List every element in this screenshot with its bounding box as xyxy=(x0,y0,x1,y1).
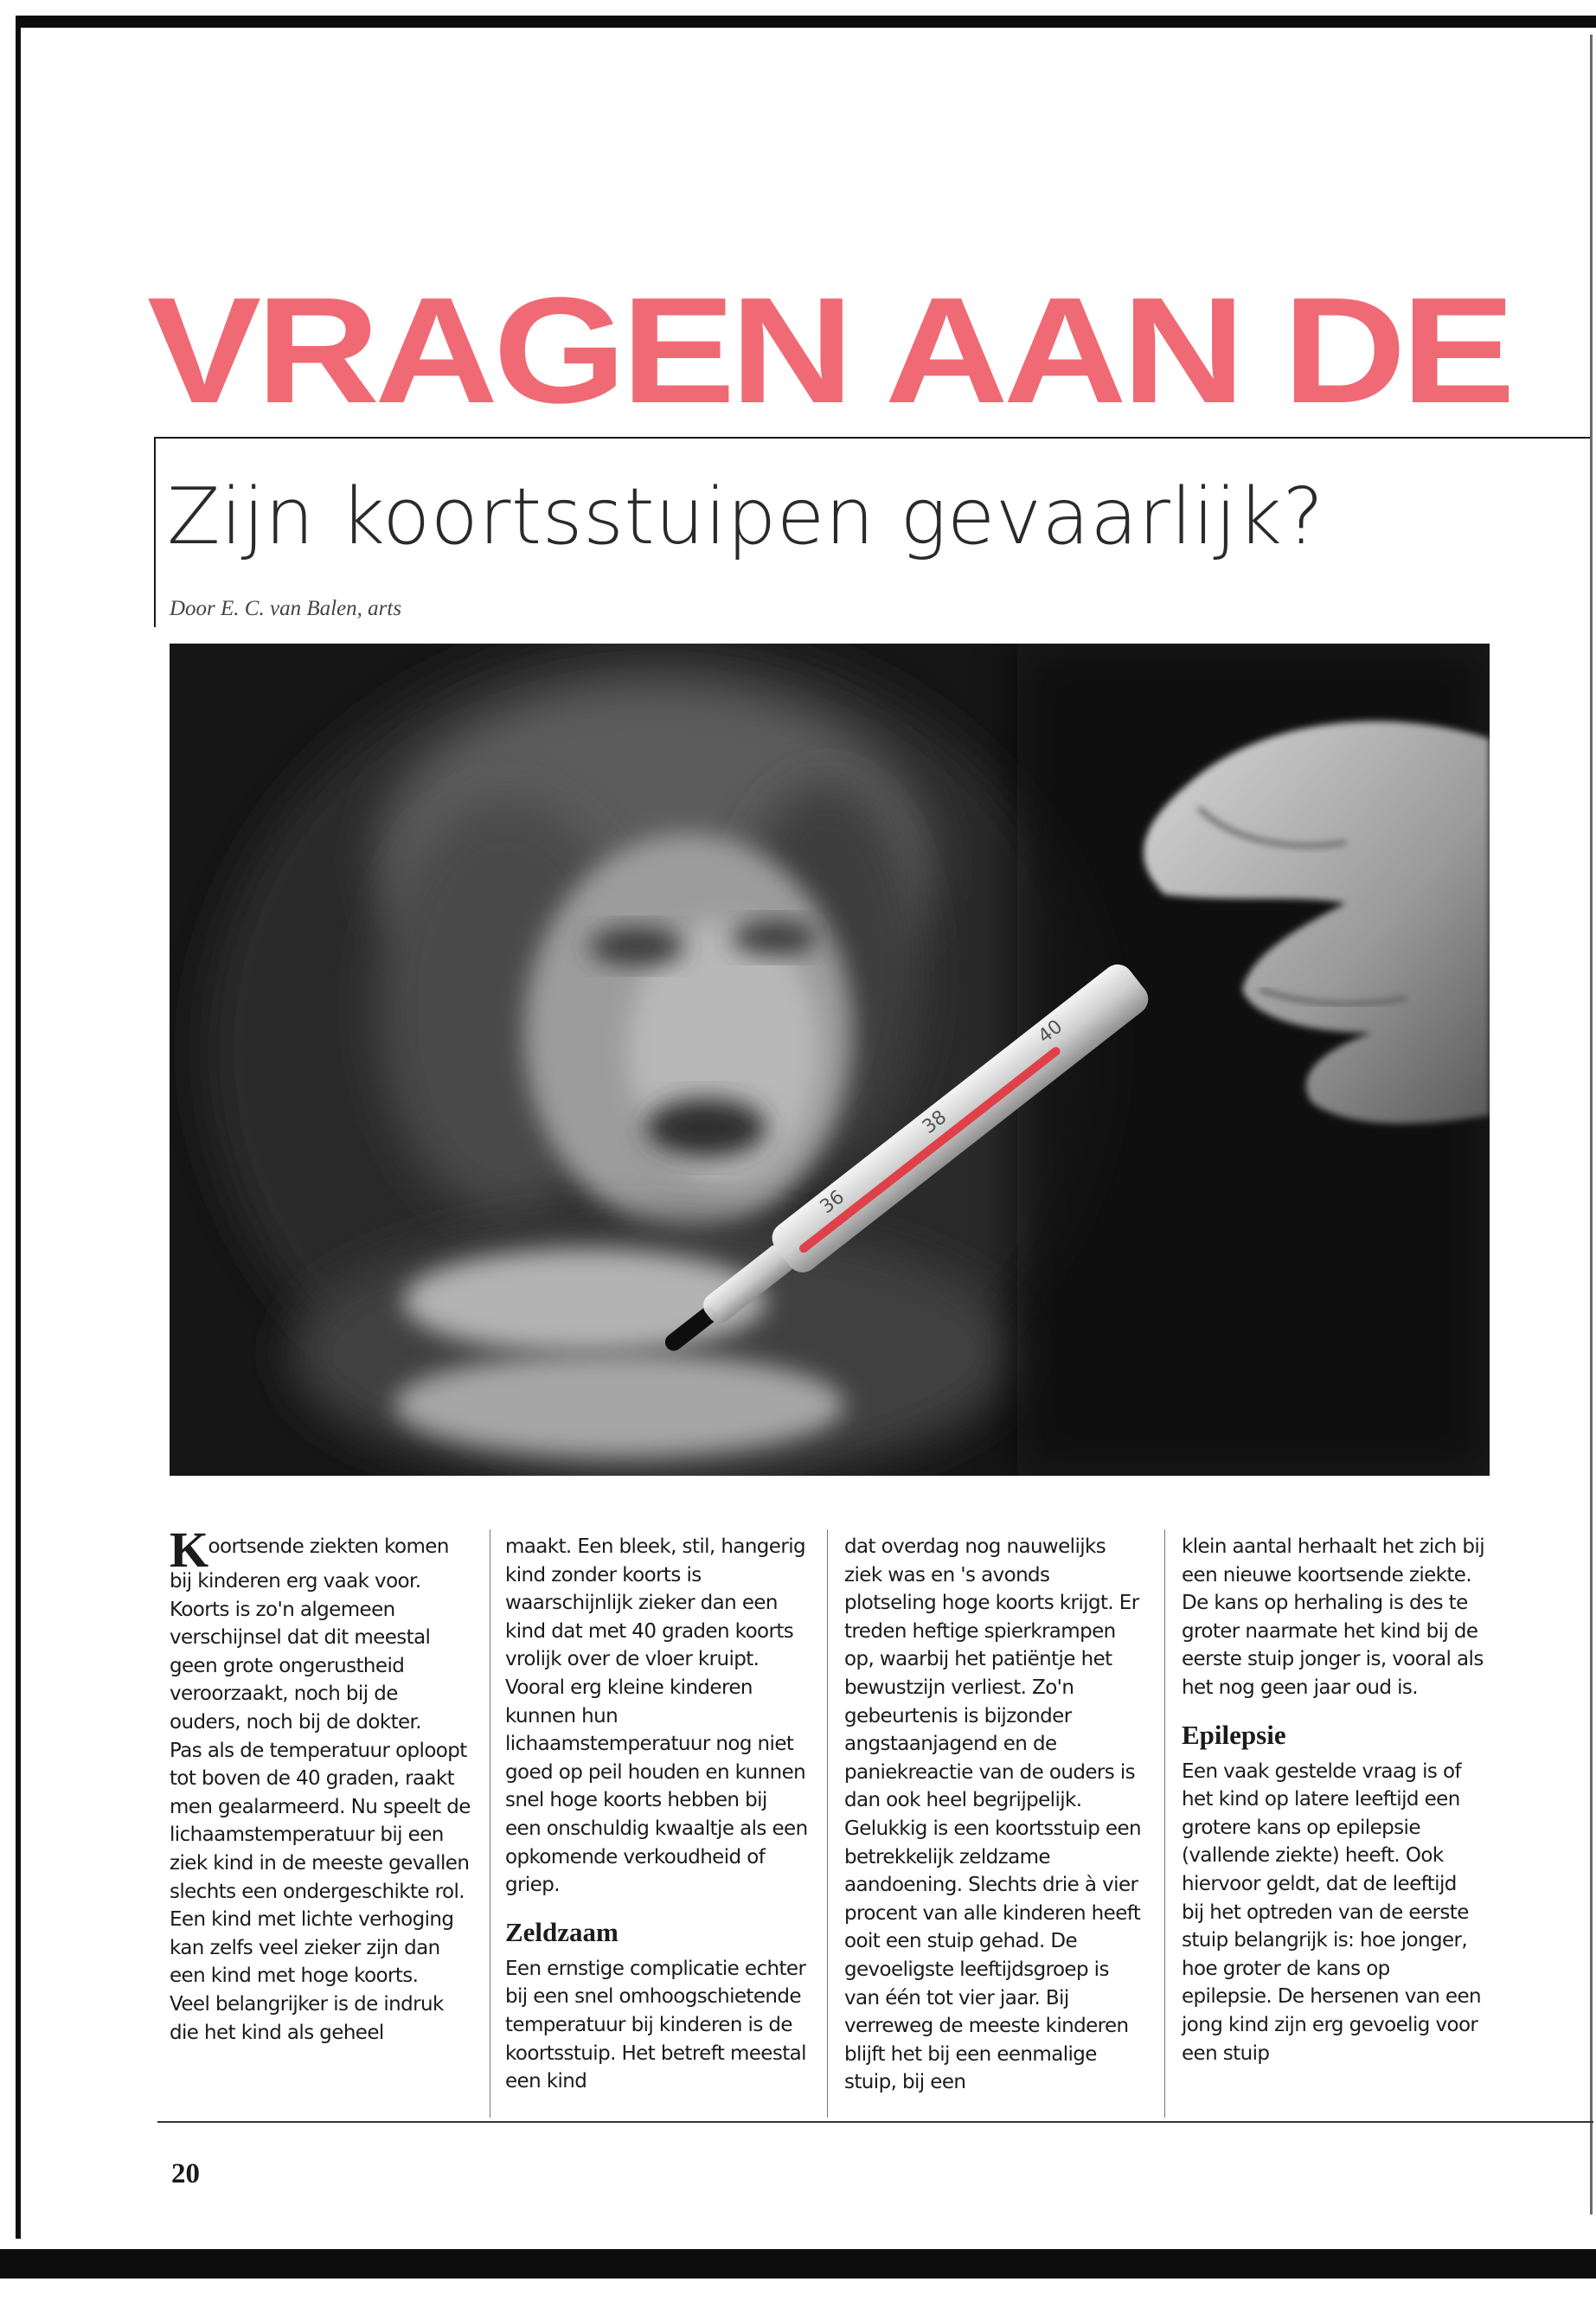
header-rule-vertical xyxy=(154,437,156,627)
scale-40: 40 xyxy=(1034,1016,1067,1048)
columns-base-rule xyxy=(157,2121,1593,2123)
paragraph: Gelukkig is een koortsstuip een betrekkelijk zeldzame aandoening. Slechts drie à vier procent van alle kinderen heeft ooit een stuip gehad. De gevoeligste leeftijdsgroep is van één tot vier jaar. Bij verreweg de meeste kinderen blijft het bij een eenmalige stuip, bij een xyxy=(844,1817,1142,2094)
article-column-2 xyxy=(505,1533,808,2096)
column-divider xyxy=(827,1529,828,2118)
article-column-3 xyxy=(844,1533,1147,2097)
section-kicker: VRAGEN AAN DE xyxy=(147,266,1510,434)
paragraph: Pas als de temperatuur oploopt tot boven de 40 graden, raakt men gealarmeerd. Nu speelt de lichaamstemperatuur bij een ziek kind in de meeste gevallen slechts een ondergeschikte rol. Een kind met lichte verhoging kan zelfs veel zieker zijn dan een kind met hoge koorts. xyxy=(170,1739,471,1988)
paragraph-text: oortsende ziekten komen bij kinderen erg vaak voor. Koorts is zo'n algemeen verschijnsel dat dit meestal geen grote ongerustheid veroorzaakt, noch bij de ouders, noch bij de dokter. xyxy=(170,1535,449,1734)
photo-illustration xyxy=(170,644,1490,1476)
paragraph xyxy=(170,1522,472,1737)
child-thermometer-photo xyxy=(170,644,1490,1476)
scan-edge-left xyxy=(16,16,21,2239)
paragraph: maakt. Een bleek, stil, hangerig kind zonder koorts is waarschijnlijk zieker dan een kind dat met 40 graden koorts vrolijk over de vloer kruipt. Vooral erg kleine kinderen kunnen hun lichaamstemperatuur nog niet goed op peil houden en kunnen snel hoge koorts hebben bij een onschuldig kwaaltje als een opkomende verkoudheid of griep. xyxy=(505,1535,808,1897)
article-column-1 xyxy=(170,1522,472,2047)
scan-edge-bottom xyxy=(0,2249,1596,2279)
scale-38: 38 xyxy=(918,1106,952,1139)
subheading-epilepsie: Epilepsie xyxy=(1182,1719,1286,1750)
scale-36: 36 xyxy=(816,1186,849,1219)
column-divider xyxy=(1164,1529,1165,2118)
article-byline: Door E. C. van Balen, arts xyxy=(170,597,402,620)
paragraph: Een ernstige complicatie echter bij een snel omhoogschietende temperatuur bij kinderen is de koortsstuip. Het betreft meestal een kind xyxy=(505,1957,806,2093)
scan-edge-right xyxy=(1590,35,1593,2214)
header-rule xyxy=(154,437,1590,439)
article-column-4 xyxy=(1182,1533,1484,2067)
article-title: Zijn koortsstuipen gevaarlijk? xyxy=(167,471,1324,562)
subheading-zeldzaam: Zeldzaam xyxy=(505,1916,619,1947)
paragraph: dat overdag nog nauwelijks ziek was en 's avonds plotseling hoge koorts krijgt. Er treden heftige spierkrampen op, waarbij het patiëntje het bewustzijn verliest. Zo'n gebeurtenis is bijzonder angstaanjagend en de paniekreactie van de ouders is dan ook heel begrijpelijk. xyxy=(844,1535,1139,1812)
scan-edge-top xyxy=(16,16,1596,28)
drop-cap: K xyxy=(170,1522,208,1578)
paragraph: Veel belangrijker is de indruk die het kind als geheel xyxy=(170,1992,444,2044)
page-number: 20 xyxy=(171,2158,200,2189)
paragraph: klein aantal herhaalt het zich bij een nieuwe koortsende ziekte. De kans op herhaling is des te groter naarmate het kind bij de eerste stuip jonger is, vooral als het nog geen jaar oud is. xyxy=(1182,1535,1485,1699)
paragraph: Een vaak gestelde vraag is of het kind op latere leeftijd een grotere kans op epilepsie (vallende ziekte) heeft. Ook hiervoor geldt, dat de leeftijd bij het optreden van de eerste stuip belangrijk is: hoe jonger, hoe groter de kans op epilepsie. De hersenen van een jong kind zijn erg gevoelig voor een stuip xyxy=(1182,1759,1482,2065)
